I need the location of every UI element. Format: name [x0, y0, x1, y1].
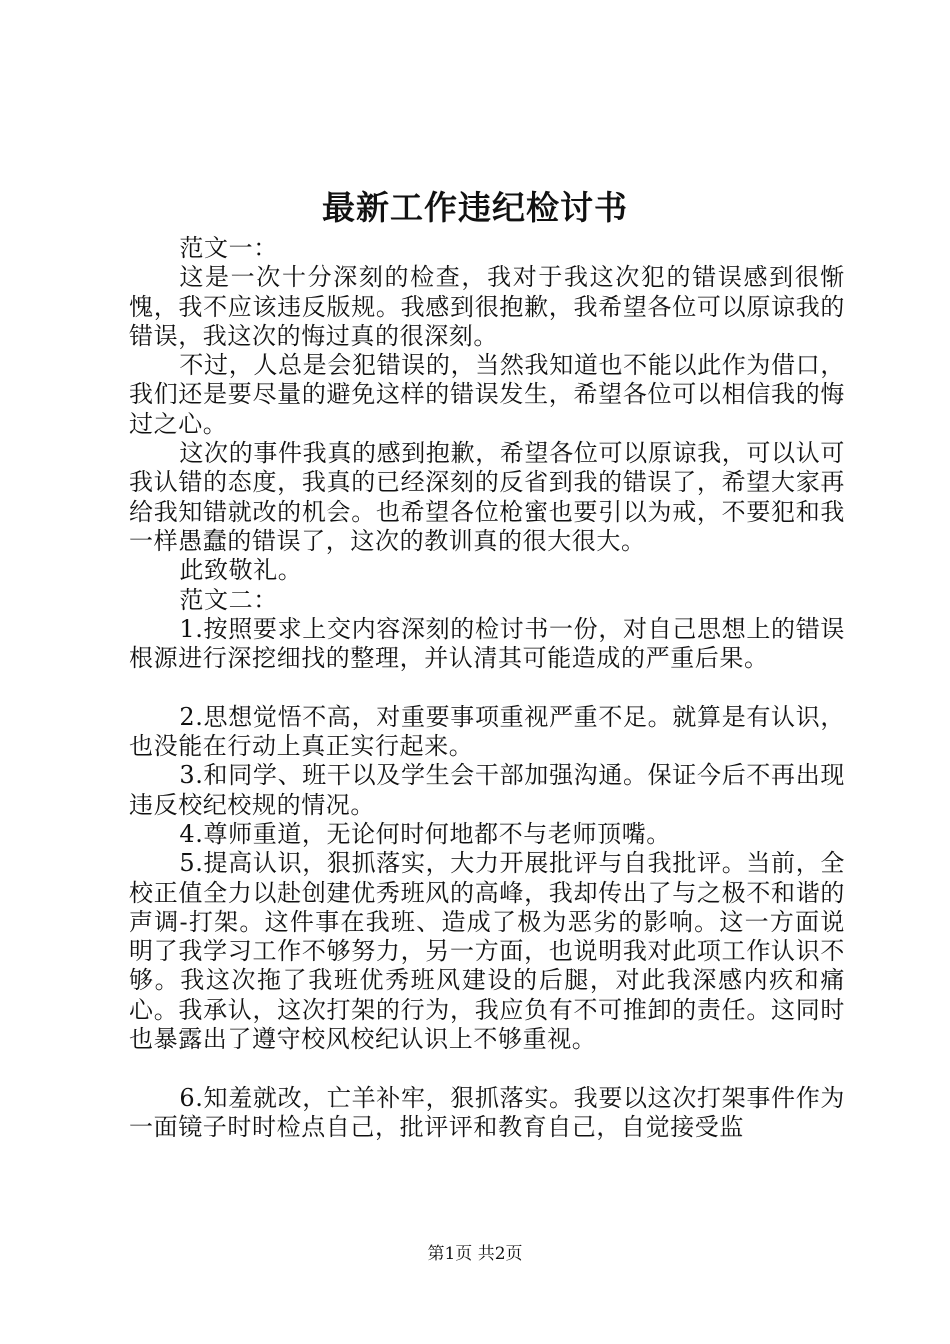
document-title: 最新工作违纪检讨书 — [322, 188, 628, 227]
sample-heading-1: 范文一： — [179, 234, 278, 262]
paragraph: 不过，人总是会犯错误的，当然我知道也不能以此作为借口，我们还是要尽量的避免这样的错误发生，希望各位可以相信我的悔过之心。 — [129, 351, 845, 438]
list-item: 6.知羞就改，亡羊补牢，狠抓落实。我要以这次打架事件作为一面镜子时时检点自己，批评评和教育自己，自觉接受监 — [129, 1083, 845, 1141]
document-body — [129, 234, 845, 1142]
paragraph: 这是一次十分深刻的检查，我对于我这次犯的错误感到很惭愧，我不应该违反版规。我感到很抱歉，我希望各位可以原谅我的错误，我这次的悔过真的很深刻。 — [129, 263, 845, 350]
closing-salutation: 此致敬礼。 — [179, 556, 303, 585]
list-item: 4.尊师重道，无论何时何地都不与老师顶嘴。 — [179, 819, 671, 848]
list-item: 3.和同学、班干以及学生会干部加强沟通。保证今后不再出现违反校纪校规的情况。 — [129, 761, 845, 819]
list-item: 1.按照要求上交内容深刻的检讨书一份，对自己思想上的错误根源进行深挖细找的整理，并认清其可能造成的严重后果。 — [129, 614, 845, 673]
page-number-footer: 第1页 共2页 — [427, 1244, 523, 1264]
list-item: 5.提高认识，狠抓落实，大力开展批评与自我批评。当前，全校正值全力以赴创建优秀班风的高峰，我却传出了与之极不和谐的声调-打架。这件事在我班、造成了极为恶劣的影响。这一方面说明了我学习工作不够努力，另一方面，也说明我对此项工作认识不够。我这次拖了我班优秀班风建设的后腿，对此我深感内疚和痛心。我承认，这次打架的行为，我应负有不可推卸的责任。这同时也暴露出了遵守校风校纪认识上不够重视。 — [129, 849, 845, 1054]
paragraph: 这次的事件我真的感到抱歉，希望各位可以原谅我，可以认可我认错的态度，我真的已经深刻的反省到我的错误了，希望大家再给我知错就改的机会。也希望各位枪蜜也要引以为戒，不要犯和我一样愚蠢的错误了，这次的教训真的很大很大。 — [129, 439, 845, 555]
list-item: 2.思想觉悟不高，对重要事项重视严重不足。就算是有认识，也没能在行动上真正实行起来。 — [129, 702, 845, 761]
sample-heading-2: 范文二： — [179, 585, 278, 614]
